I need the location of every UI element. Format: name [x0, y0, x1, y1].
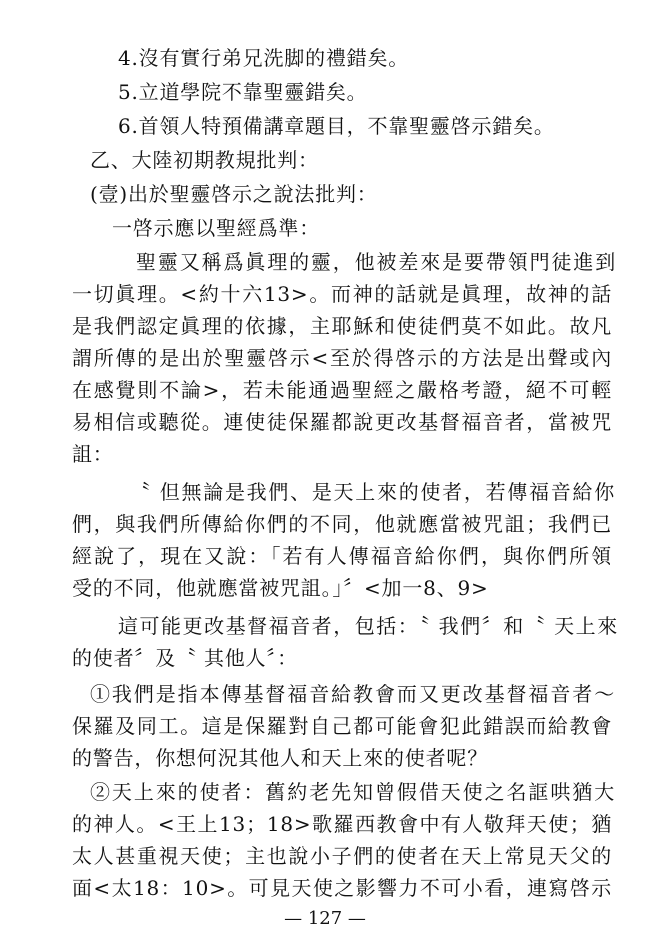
- paragraph-line: 這可能更改基督福音者，包括：〝 我們〞和〝 天上來: [118, 614, 618, 638]
- paragraph-line: 是我們認定眞理的依據，主耶穌和使徒們莫不如此。故凡: [72, 314, 612, 338]
- paragraph-line: 太人甚重視天使；主也說小子們的使者在天上常見天父的: [72, 844, 612, 868]
- quotation-line: 受的不同，他就應當被咒詛。」〞<加一8、9>: [72, 576, 489, 600]
- paragraph-line: 保羅及同工。這是保羅對自己都可能會犯此錯誤而給教會: [72, 714, 612, 738]
- point-heading-1: 一啓示應以聖經爲準：: [112, 216, 320, 240]
- quotation-line: 們，與我們所傳給你們的不同，他就應當被咒詛；我們已: [72, 512, 612, 536]
- paragraph-line: 的神人。<王上13；18>歌羅西教會中有人敬拜天使；猶: [72, 812, 612, 836]
- paragraph-line: 面<太18：10>。可見天使之影響力不可小看，連寫啓示: [72, 876, 612, 900]
- page-number: — 127 —: [284, 908, 366, 929]
- paragraph-line: 的警告，你想何況其他人和天上來的使者呢？: [72, 746, 488, 770]
- paragraph-line: 一切眞理。<約十六13>。而神的話就是眞理，故神的話: [72, 282, 612, 306]
- numbered-point-line: ①我們是指本傳基督福音給教會而又更改基督福音者～: [90, 682, 615, 706]
- list-item-4: 4.沒有實行弟兄洗脚的禮錯矣。: [118, 46, 410, 70]
- paragraph-line: 易相信或聽從。連使徒保羅都說更改基督福音者，當被咒: [72, 410, 612, 434]
- quotation-line: 〝 但無論是我們、是天上來的使者，若傳福音給你: [130, 480, 615, 504]
- list-item-6: 6.首領人特預備講章題目，不靠聖靈啓示錯矣。: [118, 114, 555, 138]
- section-heading-yi: 乙、大陸初期教規批判：: [90, 148, 319, 172]
- quotation-line: 經說了，現在又說：「若有人傳福音給你們，與你們所領: [72, 544, 612, 568]
- paragraph-line: 聖靈又稱爲眞理的靈，他被差來是要帶領門徒進到: [136, 250, 616, 274]
- paragraph-line: 詛：: [72, 442, 114, 466]
- paragraph-line: 謂所傳的是出於聖靈啓示<至於得啓示的方法是出聲或內: [72, 346, 612, 370]
- subsection-heading-1: (壹)出於聖靈啓示之說法批判：: [90, 182, 378, 206]
- list-item-5: 5.立道學院不靠聖靈錯矣。: [118, 80, 368, 104]
- paragraph-line: 在感覺則不論>，若未能通過聖經之嚴格考證，絕不可輕: [72, 378, 612, 402]
- paragraph-line: 的使者〞及〝 其他人〞：: [72, 646, 298, 670]
- numbered-point-line: ②天上來的使者：舊約老先知曾假借天使之名誆哄猶大: [90, 780, 615, 804]
